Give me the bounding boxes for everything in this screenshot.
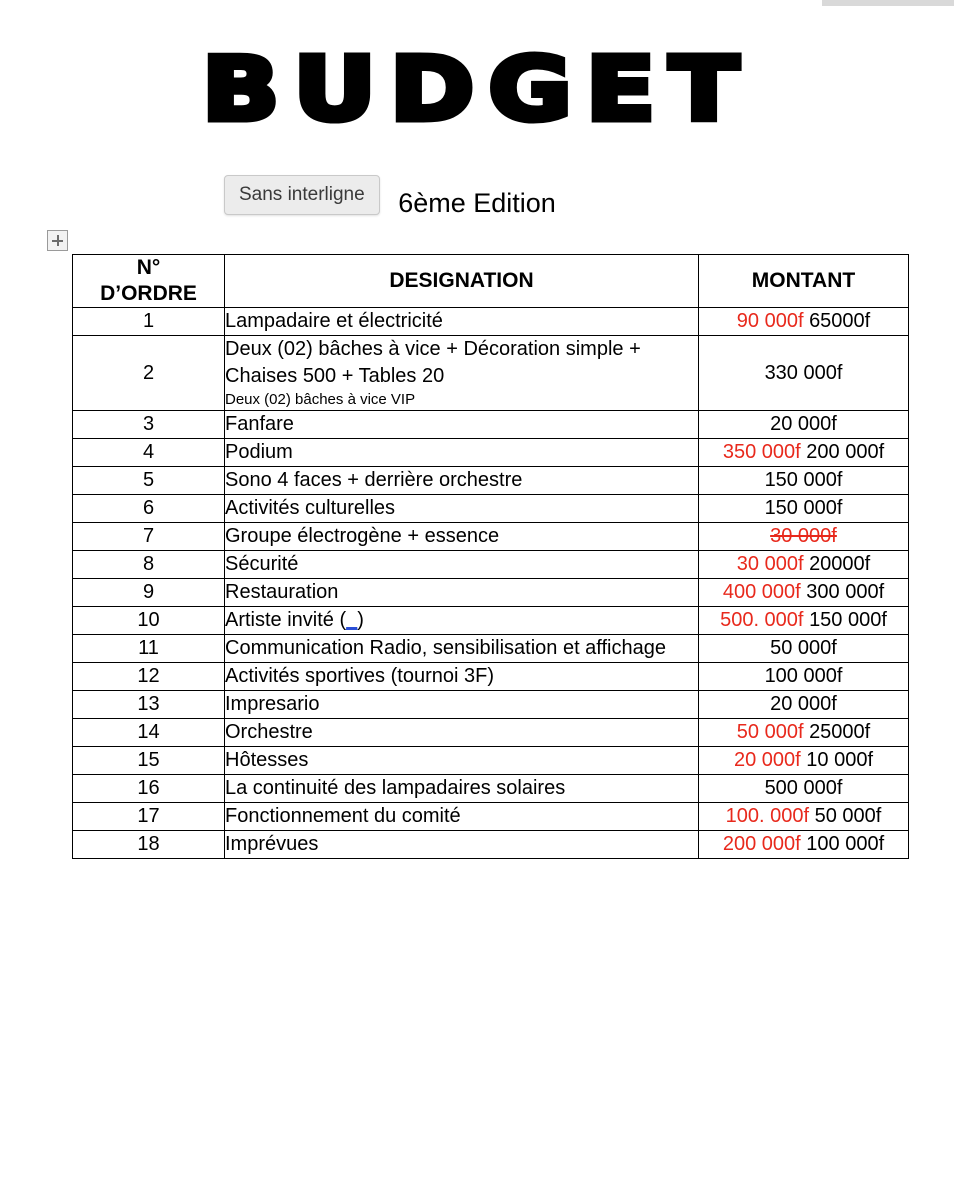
table-row (73, 467, 909, 495)
document-subtitle (0, 186, 954, 220)
cell-order-number: 15 (73, 747, 225, 775)
table-row (73, 336, 909, 411)
amount-revised: 65000f (809, 310, 871, 332)
document-title-container (0, 39, 954, 141)
cell-order-number: 7 (73, 523, 225, 551)
designation-text: Podium (225, 441, 293, 463)
designation-text: Fonctionnement du comité (225, 805, 461, 827)
cell-order-number: 6 (73, 495, 225, 523)
cell-designation (225, 336, 699, 411)
cell-designation (225, 607, 699, 635)
amount-original: 30 000f (736, 553, 804, 575)
cell-amount (699, 523, 909, 551)
table-row (73, 439, 909, 467)
cell-amount (699, 663, 909, 691)
amount-original: 50 000f (736, 721, 804, 743)
designation-text: Artiste invité ( (225, 609, 347, 631)
amount-original: 200 000f (722, 833, 801, 855)
table-row (73, 803, 909, 831)
table-body (73, 308, 909, 859)
table-row (73, 719, 909, 747)
designation-text: Activités sportives (tournoi 3F) (225, 665, 494, 687)
cell-order-number: 1 (73, 308, 225, 336)
cell-order-number: 2 (73, 336, 225, 411)
cell-order-number: 8 (73, 551, 225, 579)
designation-hyperlink[interactable]: _ (346, 609, 358, 631)
designation-text: Impresario (225, 693, 320, 715)
window-top-strip (0, 0, 954, 6)
cell-order-number: 18 (73, 831, 225, 859)
amount-revised: 20 000f (770, 693, 837, 715)
window-top-strip-right (822, 0, 954, 6)
cell-designation (225, 495, 699, 523)
designation-text: Lampadaire et électricité (225, 310, 443, 332)
cell-amount (699, 775, 909, 803)
budget-table (72, 254, 909, 859)
amount-revised: 150 000f (764, 469, 843, 491)
subtitle-word: Edition (465, 188, 556, 218)
cell-order-number: 5 (73, 467, 225, 495)
designation-text: Restauration (225, 581, 339, 603)
designation-text: Fanfare (225, 413, 294, 435)
cell-designation (225, 831, 699, 859)
page-title: BUDGET (201, 39, 753, 141)
cell-designation (225, 663, 699, 691)
amount-original: 350 000f (722, 441, 801, 463)
cell-designation (225, 467, 699, 495)
amount-revised: 300 000f (806, 581, 885, 603)
cell-order-number: 13 (73, 691, 225, 719)
cell-order-number: 16 (73, 775, 225, 803)
designation-text: Orchestre (225, 721, 313, 743)
cell-designation (225, 551, 699, 579)
cell-order-number: 11 (73, 635, 225, 663)
amount-revised: 500 000f (764, 777, 843, 799)
cell-amount (699, 719, 909, 747)
designation-text: Groupe électrogène + essence (225, 525, 500, 547)
table-row (73, 495, 909, 523)
table-row (73, 579, 909, 607)
column-header-designation: DESIGNATION (225, 255, 699, 308)
designation-text: Communication Radio, sensibilisation et affichage (225, 637, 666, 659)
table-header (73, 255, 909, 308)
table-row (73, 411, 909, 439)
cell-amount (699, 579, 909, 607)
amount-original: 100. 000f (725, 805, 810, 827)
style-tooltip[interactable]: Sans interligne (224, 175, 380, 215)
cell-amount (699, 747, 909, 775)
column-header-montant: MONTANT (699, 255, 909, 308)
table-row (73, 635, 909, 663)
table-row (73, 523, 909, 551)
amount-revised: 50 000f (814, 805, 882, 827)
amount-original: 400 000f (722, 581, 801, 603)
cell-designation (225, 803, 699, 831)
designation-subtext: Deux (02) bâches à vice VIP (225, 391, 416, 408)
table-row (73, 607, 909, 635)
cell-amount (699, 411, 909, 439)
table-row (73, 663, 909, 691)
cell-amount (699, 551, 909, 579)
amount-original: 20 000f (733, 749, 801, 771)
designation-text: Activités culturelles (225, 497, 396, 519)
subtitle-ordinal-suffix: ème (413, 188, 466, 218)
designation-text: Hôtesses (225, 749, 309, 771)
cell-designation (225, 579, 699, 607)
cell-amount (699, 467, 909, 495)
cell-amount (699, 691, 909, 719)
cell-designation (225, 439, 699, 467)
cell-order-number: 12 (73, 663, 225, 691)
cell-order-number: 4 (73, 439, 225, 467)
designation-text: Imprévues (225, 833, 319, 855)
table-row (73, 691, 909, 719)
table-header-row (73, 255, 909, 308)
amount-revised: 100 000f (806, 833, 885, 855)
cell-amount (699, 635, 909, 663)
amount-revised: 10 000f (806, 749, 874, 771)
designation-text-tail: ) (357, 609, 364, 631)
table-row (73, 308, 909, 336)
amount-revised: 150 000f (809, 609, 887, 631)
cell-designation (225, 411, 699, 439)
designation-text: Sécurité (225, 553, 299, 575)
column-header-order-line2: D’ORDRE (100, 282, 197, 305)
column-header-order-line1: N° (136, 256, 161, 279)
amount-revised: 25000f (809, 721, 871, 743)
cell-designation (225, 635, 699, 663)
cell-designation (225, 691, 699, 719)
amount-revised: 50 000f (770, 637, 837, 659)
cell-designation (225, 523, 699, 551)
cell-designation (225, 719, 699, 747)
amount-revised: 330 000f (764, 361, 843, 384)
amount-revised: 100 000f (764, 665, 843, 687)
subtitle-number: 6 (398, 188, 414, 218)
table-row (73, 831, 909, 859)
amount-revised: 20000f (809, 553, 871, 575)
designation-text: Sono 4 faces + derrière orchestre (225, 469, 523, 491)
cell-amount (699, 308, 909, 336)
cell-designation (225, 747, 699, 775)
amount-revised: 150 000f (764, 497, 843, 519)
cell-order-number: 17 (73, 803, 225, 831)
amount-revised: 200 000f (806, 441, 885, 463)
table-move-handle-icon[interactable] (47, 230, 68, 251)
cell-order-number: 9 (73, 579, 225, 607)
cell-order-number: 10 (73, 607, 225, 635)
cell-amount (699, 831, 909, 859)
designation-text: Deux (02) bâches à vice + Décoration simple + Chaises 500 + Tables 20 (225, 338, 641, 387)
cell-designation (225, 308, 699, 336)
cell-amount (699, 439, 909, 467)
cell-amount (699, 607, 909, 635)
cell-amount (699, 495, 909, 523)
column-header-order (73, 255, 225, 308)
table-row (73, 775, 909, 803)
designation-text: La continuité des lampadaires solaires (225, 777, 566, 799)
amount-revised: 20 000f (770, 413, 837, 435)
table-row (73, 747, 909, 775)
amount-original: 500. 000f (720, 609, 804, 631)
cell-order-number: 3 (73, 411, 225, 439)
table-row (73, 551, 909, 579)
cell-amount (699, 803, 909, 831)
cell-order-number: 14 (73, 719, 225, 747)
amount-original: 90 000f (736, 310, 804, 332)
cell-designation (225, 775, 699, 803)
cell-amount (699, 336, 909, 411)
amount-original: 30 000f (770, 525, 837, 547)
